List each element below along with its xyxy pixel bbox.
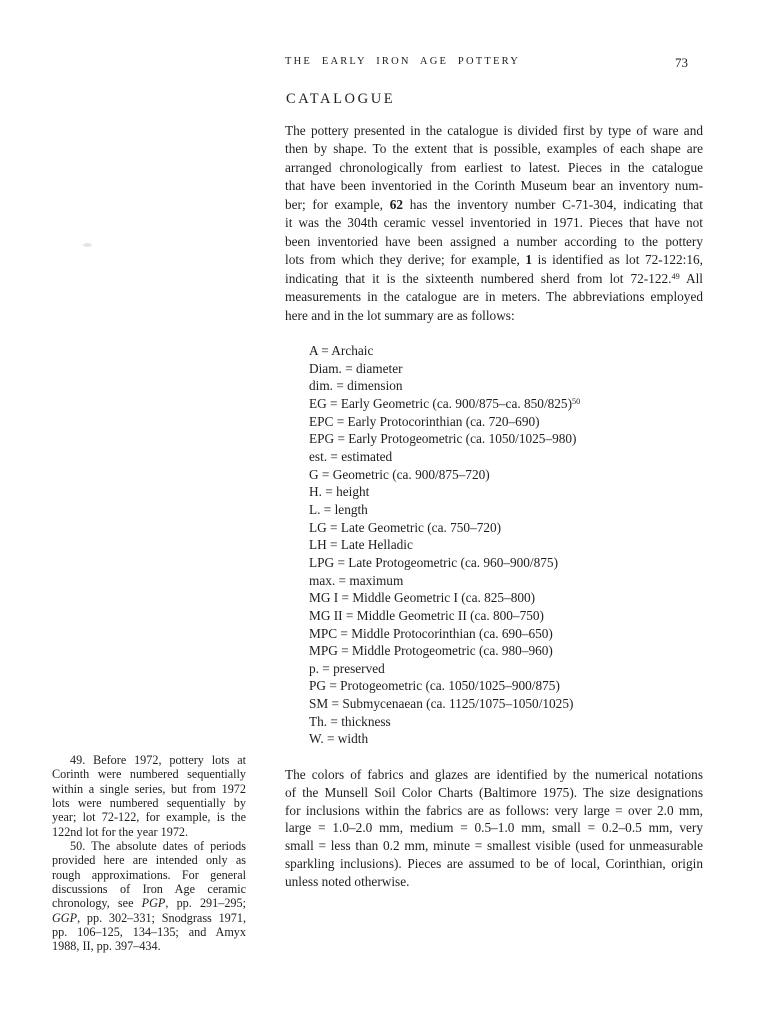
footnote-column xyxy=(52,753,246,954)
text-line: LH = Late Helladic xyxy=(309,537,413,553)
text-line: Th. = thickness xyxy=(309,713,391,729)
text-line: MPC = Middle Protocorinthian (ca. 690–650) xyxy=(309,625,553,641)
text-line: EPG = Early Protogeometric (ca. 1050/1025–980) xyxy=(309,431,577,447)
text-line: of the Munsell Soil Color Charts (Baltimore 1975). The size designations xyxy=(285,784,703,800)
text-line: then by shape. To the extent that is possible, examples of each shape are xyxy=(285,141,703,157)
text-line: measurements in the catalogue are in meters. The abbreviations employed xyxy=(285,289,703,305)
text-line: A = Archaic xyxy=(309,343,374,358)
running-head: THE EARLY IRON AGE POTTERY xyxy=(285,56,521,67)
text-line: SM = Submycenaean (ca. 1125/1075–1050/1025) xyxy=(309,696,574,712)
intro-paragraph xyxy=(285,122,703,325)
text-line: est. = estimated xyxy=(309,448,393,464)
text-line: ber; for example, 62 has the inventory number C-71-304, indicating that xyxy=(285,196,703,212)
text-line: indicating that it is the sixteenth numbered sherd from lot 72-122.49 All xyxy=(285,270,703,286)
text-line: 122nd lot for the year 1972. xyxy=(52,824,189,839)
text-line: sparkling inclusions). Pieces are assumed to be of local, Corinthian, origin xyxy=(285,855,703,871)
text-line: unless noted otherwise. xyxy=(285,873,410,889)
text-line: for inclusions within the fabrics are as follows: very large = over 2.0 mm, xyxy=(285,802,703,818)
text-line: provided here are intended only as xyxy=(52,853,246,868)
text-line: GGP, pp. 302–331; Snodgrass 1971, xyxy=(52,910,246,925)
text-line: 49. Before 1972, pottery lots at xyxy=(70,753,246,767)
text-line: year; lot 72-122, for example, is the xyxy=(52,810,246,825)
text-line: within a single series, but from 1972 xyxy=(52,781,246,796)
text-line: here and in the lot summary are as follows: xyxy=(285,307,515,323)
text-line: it was the 304th ceramic vessel inventoried in 1971. Pieces that have not xyxy=(285,215,703,231)
scan-smudge xyxy=(83,243,92,247)
text-line: small = less than 0.2 mm, minute = smallest visible (used for unmeasurable xyxy=(285,838,703,853)
text-line: H. = height xyxy=(309,484,370,500)
text-line: lots from which they derive; for example, 1 is identified as lot 72-122:16, xyxy=(285,252,703,268)
text-line: LG = Late Geometric (ca. 750–720) xyxy=(309,519,502,535)
section-title: CATALOGUE xyxy=(286,91,396,107)
text-line: large = 1.0–2.0 mm, medium = 0.5–1.0 mm, small = 0.2–0.5 mm, very xyxy=(285,820,703,836)
text-line: LPG = Late Protogeometric (ca. 960–900/875) xyxy=(309,554,558,570)
text-line: MG I = Middle Geometric I (ca. 825–800) xyxy=(309,590,536,606)
text-line: W. = width xyxy=(309,731,369,747)
text-line: dim. = dimension xyxy=(309,378,403,394)
text-line: L. = length xyxy=(309,501,368,517)
text-line: chronology, see PGP, pp. 291–295; xyxy=(52,896,247,911)
page-number: 73 xyxy=(675,55,688,70)
text-line: The pottery presented in the catalogue is divided first by type of ware and xyxy=(285,123,703,138)
text-line: p. = preserved xyxy=(309,660,385,676)
footnote-50 xyxy=(52,839,246,954)
text-line: 50. The absolute dates of periods xyxy=(70,839,246,854)
text-line: arranged chronologically from earliest to latest. Pieces in the catalogue xyxy=(285,159,703,175)
text-line: MG II = Middle Geometric II (ca. 800–750) xyxy=(309,607,544,623)
text-line: pp. 106–125, 134–135; and Amyx xyxy=(52,925,246,940)
text-line: max. = maximum xyxy=(309,572,404,588)
text-line: rough approximations. For general xyxy=(52,867,246,882)
text-line: EPC = Early Protocorinthian (ca. 720–690) xyxy=(309,413,540,429)
text-line: Corinth were numbered sequentially xyxy=(52,767,246,782)
text-line: G = Geometric (ca. 900/875–720) xyxy=(309,466,490,482)
text-line: The colors of fabrics and glazes are identified by the numerical notations xyxy=(285,767,703,782)
text-line: Diam. = diameter xyxy=(309,360,403,376)
colors-paragraph xyxy=(285,766,703,890)
footnote-49 xyxy=(52,753,246,839)
text-line: been inventoried have been assigned a number according to the pottery xyxy=(285,233,703,249)
text-line: EG = Early Geometric (ca. 900/875–ca. 850/825)$^{50}$ xyxy=(309,395,581,411)
text-line: discussions of Iron Age ceramic xyxy=(52,882,246,897)
text-line: MPG = Middle Protogeometric (ca. 980–960) xyxy=(309,643,553,659)
text-line: that have been inventoried in the Corinth Museum bear an inventory num- xyxy=(285,178,703,194)
text-line: lots were numbered sequentially by xyxy=(52,796,246,811)
abbreviations-list xyxy=(309,342,703,748)
text-line: 1988, II, pp. 397–434. xyxy=(52,939,161,954)
text-line: PG = Protogeometric (ca. 1050/1025–900/875) xyxy=(309,678,560,694)
